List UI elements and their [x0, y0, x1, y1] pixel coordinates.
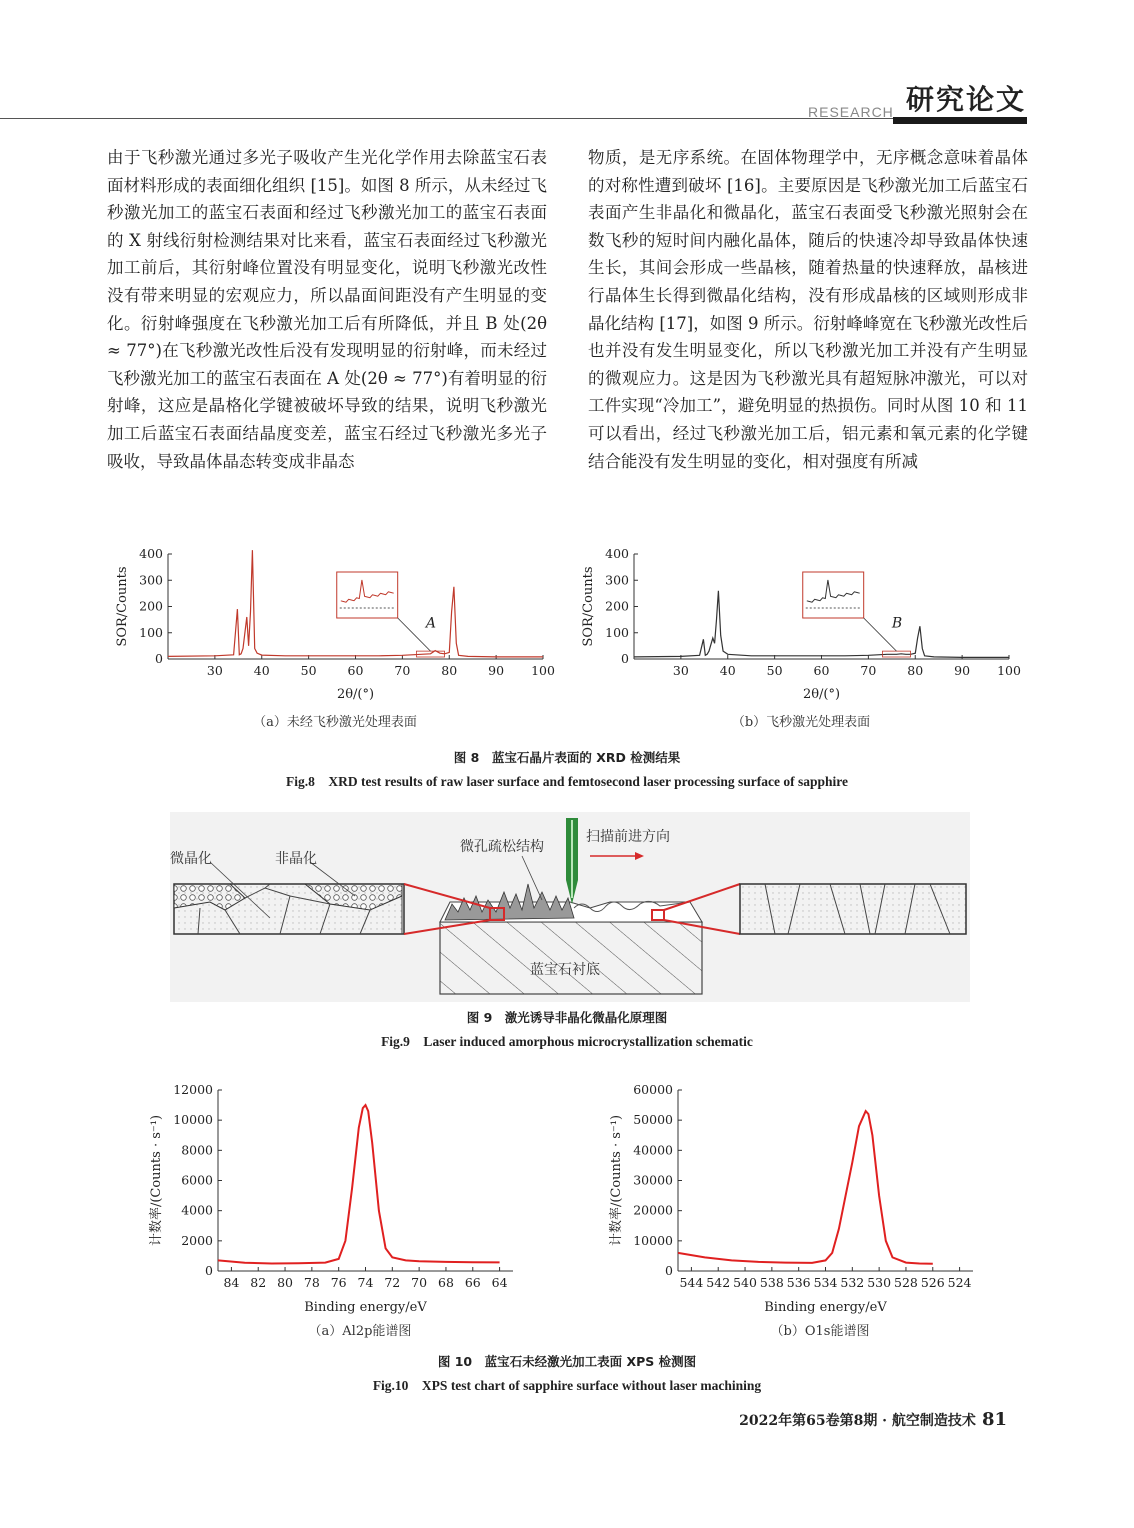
inset-box: [803, 572, 864, 618]
xps-chart-a: [140, 1080, 560, 1320]
page-footer: [0, 1409, 1007, 1430]
microstructure-left: [174, 884, 404, 934]
y-tick-label: 60000: [633, 1082, 673, 1097]
x-tick-label: 90: [954, 663, 971, 678]
label-amorphous: 非晶化: [275, 851, 317, 867]
x-tick-label: 60: [347, 663, 364, 678]
x-tick-label: 524: [947, 1275, 972, 1290]
fig8-panel-b-caption: （b）飞秒激光处理表面: [731, 715, 871, 730]
y-tick-label: 0: [155, 651, 163, 666]
x-tick-label: 540: [733, 1275, 757, 1290]
footer-issue: 2022年第65卷第8期 · 航空制造技术: [739, 1413, 976, 1429]
x-tick-label: 78: [303, 1275, 320, 1290]
x-axis-label: Binding energy/eV: [304, 1300, 427, 1315]
annotation-label: B: [891, 615, 903, 632]
fig9-caption-en: Fig.9 Laser induced amorphous microcrystallization schematic: [381, 1034, 753, 1049]
x-tick-label: 70: [411, 1275, 428, 1290]
y-tick-label: 300: [605, 572, 629, 588]
fig8-caption-en: Fig.8 XRD test results of raw laser surface and femtosecond laser processing surface of sapphire: [286, 774, 848, 789]
xrd-chart-a: [110, 540, 560, 710]
x-tick-label: 66: [464, 1275, 481, 1290]
fig10-caption-en: Fig.10 XPS test chart of sapphire surface without laser machining: [372, 1378, 762, 1393]
fig8-panel-a-caption: （a）未经飞秒激光处理表面: [253, 715, 417, 730]
fig9-caption-cn: 图 9 激光诱导非晶化微晶化原理图: [466, 1010, 668, 1025]
x-axis-label: 2θ/(°): [802, 687, 841, 702]
fig10-caption-cn: 图 10 蓝宝石未经激光加工表面 XPS 检测图: [437, 1354, 697, 1369]
x-tick-label: 538: [759, 1275, 784, 1290]
xrd-chart-b: [576, 540, 1026, 710]
x-tick-label: 72: [384, 1275, 401, 1290]
substrate: [440, 922, 702, 994]
y-tick-label: 10000: [633, 1232, 673, 1248]
x-tick-label: 60: [813, 663, 830, 678]
x-tick-label: 64: [491, 1275, 508, 1290]
y-tick-label: 50000: [633, 1112, 673, 1128]
label-substrate: 蓝宝石衬底: [530, 962, 600, 978]
y-tick-label: 2000: [181, 1232, 213, 1248]
fig8-caption-cn: 图 8 蓝宝石晶片表面的 XRD 检测结果: [453, 750, 681, 765]
x-tick-label: 30: [206, 663, 223, 678]
y-tick-label: 12000: [173, 1082, 213, 1097]
x-tick-label: 84: [223, 1275, 240, 1290]
x-tick-label: 30: [672, 663, 689, 678]
xps-chart-b: [600, 1080, 1020, 1320]
x-tick-label: 80: [277, 1275, 293, 1290]
body-column-right: [588, 144, 1028, 475]
x-tick-label: 526: [920, 1275, 945, 1290]
x-tick-label: 80: [441, 663, 458, 678]
annotation-label: A: [425, 615, 436, 632]
x-tick-label: 532: [840, 1275, 865, 1290]
x-tick-label: 76: [330, 1275, 347, 1290]
body-column-left: [107, 144, 547, 475]
y-tick-label: 4000: [181, 1202, 213, 1218]
x-tick-label: 68: [438, 1275, 454, 1290]
x-tick-label: 80: [907, 663, 924, 678]
y-tick-label: 100: [139, 624, 163, 640]
x-tick-label: 542: [706, 1275, 731, 1290]
inset-box: [337, 572, 398, 618]
label-porous: 微孔疏松结构: [460, 839, 544, 855]
y-tick-label: 0: [205, 1263, 213, 1278]
y-tick-label: 200: [605, 598, 629, 614]
y-axis-label: 计数率/(Counts · s⁻¹): [609, 1114, 624, 1247]
x-tick-label: 90: [488, 663, 505, 678]
x-tick-label: 528: [894, 1275, 918, 1290]
header-rule: [0, 118, 893, 119]
paragraph-right: 物质，是无序系统。在固体物理学中，无序概念意味着晶体的对称性遭到破坏 [16]。主要原因是飞秒激光加工后蓝宝石表面产生非晶化和微晶化，蓝宝石表面受飞秒激光照射会在数飞秒的短时间内融化晶体，随后的快速冷却导致晶体快速生长，其间会形成一些晶核，随着热量的快速释放，晶核进行晶体生长得到微晶化结构，没有形成晶核的区域则形成非晶化结构 [17]，如图 9 所示。衍射峰峰宽在飞秒激光改性后也并没有发生明显变化，所以飞秒激光加工并没有产生明显的微观应力。这是因为飞秒激光具有超短脉冲激光，可以对工件实现“冷加工”，避免明显的热损伤。同时从图 10 和 11 可以看出，经过飞秒激光加工后，铝元素和氧元素的化学键结合能没有发生明显的变化，相对强度有所减: [588, 148, 1028, 471]
y-tick-label: 300: [139, 572, 163, 588]
y-tick-label: 30000: [633, 1172, 673, 1188]
paragraph-left: 由于飞秒激光通过多光子吸收产生光化学作用去除蓝宝石表面材料形成的表面细化组织 [15]。如图 8 所示，从未经过飞秒激光加工的蓝宝石表面和经过飞秒激光加工的蓝宝石表面的 X 射线衍射检测结果对比来看，蓝宝石表面经过飞秒激光加工前后，其衍射峰位置没有明显变化，说明飞秒激光改性没有带来明显的宏观应力，所以晶面间距没有产生明显的变化。衍射峰强度在飞秒激光加工后有所降低，并且 B 处(2θ ≈ 77°)在飞秒激光改性后没有发现明显的衍射峰，而未经过飞秒激光加工的蓝宝石表面在 A 处(2θ ≈ 77°)有着明显的衍射峰，这应是晶格化学键被破坏导致的结果，说明飞秒激光加工后蓝宝石表面结晶度变差，蓝宝石经过飞秒激光多光子吸收，导致晶体晶态转变成非晶态: [107, 148, 547, 471]
y-axis-label: 计数率/(Counts · s⁻¹): [149, 1114, 164, 1247]
header-accent-bar: [893, 117, 1027, 124]
x-axis-label: Binding energy/eV: [764, 1300, 887, 1315]
amorphous-right: [740, 884, 966, 934]
section-title: 研究论文: [906, 83, 1027, 116]
x-tick-label: 70: [394, 663, 411, 678]
y-tick-label: 100: [605, 624, 629, 640]
fig10-panel-b-caption: （b）O1s能谱图: [770, 1324, 870, 1339]
y-tick-label: 0: [665, 1263, 673, 1278]
y-tick-label: 8000: [181, 1142, 213, 1158]
y-tick-label: 400: [605, 546, 629, 561]
label-microcrystal: 微晶化: [170, 851, 212, 867]
page-number: 81: [981, 1409, 1007, 1430]
fig9-schematic: [170, 812, 970, 1002]
x-tick-label: 82: [250, 1275, 267, 1290]
label-scan-direction: 扫描前进方向: [586, 829, 670, 845]
x-tick-label: 534: [813, 1275, 838, 1290]
fig10-panel-a-caption: （a）Al2p能谱图: [308, 1324, 412, 1339]
x-tick-label: 70: [860, 663, 877, 678]
y-tick-label: 200: [139, 598, 163, 614]
x-tick-label: 530: [867, 1275, 892, 1290]
y-tick-label: 10000: [173, 1112, 213, 1128]
y-axis-label: SOR/Counts: [115, 566, 130, 647]
x-tick-label: 40: [719, 663, 736, 678]
x-tick-label: 100: [531, 663, 555, 678]
x-tick-label: 74: [357, 1275, 374, 1290]
y-tick-label: 40000: [633, 1142, 673, 1158]
x-tick-label: 536: [786, 1275, 811, 1290]
x-tick-label: 50: [766, 663, 783, 678]
y-tick-label: 6000: [181, 1172, 213, 1188]
series-line: [218, 1105, 500, 1263]
x-tick-label: 100: [997, 663, 1021, 678]
research-label: RESEARCH: [808, 104, 894, 120]
x-axis-label: 2θ/(°): [336, 687, 375, 702]
y-tick-label: 0: [621, 651, 629, 666]
x-tick-label: 40: [253, 663, 270, 678]
y-tick-label: 20000: [633, 1202, 673, 1218]
x-tick-label: 544: [679, 1275, 704, 1290]
y-tick-label: 400: [139, 546, 163, 561]
x-tick-label: 50: [300, 663, 317, 678]
y-axis-label: SOR/Counts: [581, 566, 596, 647]
series-line: [678, 1111, 933, 1264]
